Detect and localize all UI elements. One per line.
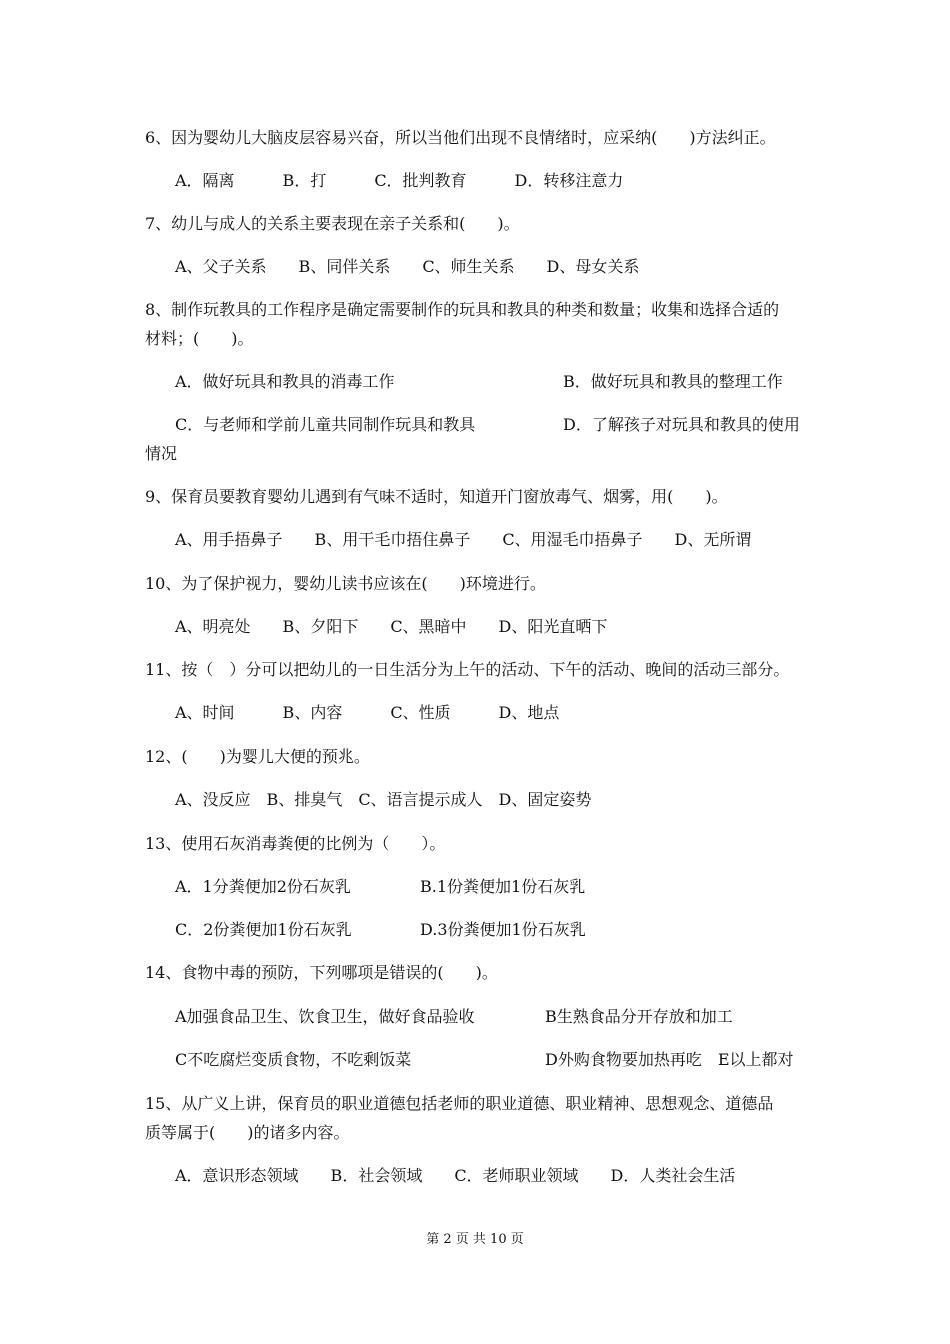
question-12-options: A、没反应 B、排臭气 C、语言提示成人 D、固定姿势 [175,790,592,809]
question-14-option-a: A加强食品卫生、饮食卫生，做好食品验收 [175,1007,475,1026]
question-13-stem: 13、使用石灰消毒粪便的比例为（ ）。 [145,834,446,853]
question-15-options: A．意识形态领域 B．社会领域 C．老师职业领域 D．人类社会生活 [175,1166,736,1185]
question-13-option-c: C．2份粪便加1份石灰乳 [175,920,352,939]
question-15-stem-line2: 质等属于( )的诸多内容。 [145,1123,350,1142]
question-14-option-d: D外购食物要加热再吃 E以上都对 [545,1050,794,1069]
question-13-option-d: D.3份粪便加1份石灰乳 [420,920,586,939]
question-9-options: A、用手捂鼻子 B、用干毛巾捂住鼻子 C、用湿毛巾捂鼻子 D、无所谓 [175,530,752,549]
question-7-options: A、父子关系 B、同伴关系 C、师生关系 D、母女关系 [175,257,640,276]
question-8-option-d-continued: 情况 [145,444,178,463]
question-14-option-c: C不吃腐烂变质食物，不吃剩饭菜 [175,1050,412,1069]
question-6-options: A．隔离 B．打 C．批判教育 D．转移注意力 [175,171,624,190]
page-number-footer: 第 2 页 共 10 页 [426,1232,524,1247]
question-8-stem-line2: 材料；( )。 [145,329,254,348]
question-8-option-b: B．做好玩具和教具的整理工作 [563,372,783,391]
question-9-stem: 9、保育员要教育婴幼儿遇到有气味不适时，知道开门窗放毒气、烟雾，用( )。 [145,487,728,506]
question-8-option-a: A．做好玩具和教具的消毒工作 [175,372,395,391]
question-14-stem: 14、食物中毒的预防，下列哪项是错误的( )。 [145,963,498,982]
question-8-option-d: D．了解孩子对玩具和教具的使用 [563,415,800,434]
question-13-option-a: A．1分粪便加2份石灰乳 [175,877,351,896]
question-12-stem: 12、( )为婴儿大便的预兆。 [145,747,370,766]
question-14-option-b: B生熟食品分开存放和加工 [545,1007,733,1026]
question-8-stem-line1: 8、制作玩教具的工作程序是确定需要制作的玩具和教具的种类和数量；收集和选择合适的 [145,300,780,319]
question-15-stem-line1: 15、从广义上讲，保育员的职业道德包括老师的职业道德、职业精神、思想观念、道德品 [145,1094,774,1113]
question-11-options: A、时间 B、内容 C、性质 D、地点 [175,703,560,722]
question-10-stem: 10、为了保护视力，婴幼儿读书应该在( )环境进行。 [145,574,546,593]
question-11-stem: 11、按（ ）分可以把幼儿的一日生活分为上午的活动、下午的活动、晚间的活动三部分。 [145,660,790,679]
question-10-options: A、明亮处 B、夕阳下 C、黑暗中 D、阳光直晒下 [175,617,608,636]
question-8-option-c: C．与老师和学前儿童共同制作玩具和教具 [175,415,476,434]
question-6-stem: 6、因为婴幼儿大脑皮层容易兴奋，所以当他们出现不良情绪时，应采纳( )方法纠正。 [145,128,776,147]
question-13-option-b: B.1份粪便加1份石灰乳 [420,877,586,896]
question-7-stem: 7、幼儿与成人的关系主要表现在亲子关系和( )。 [145,214,520,233]
